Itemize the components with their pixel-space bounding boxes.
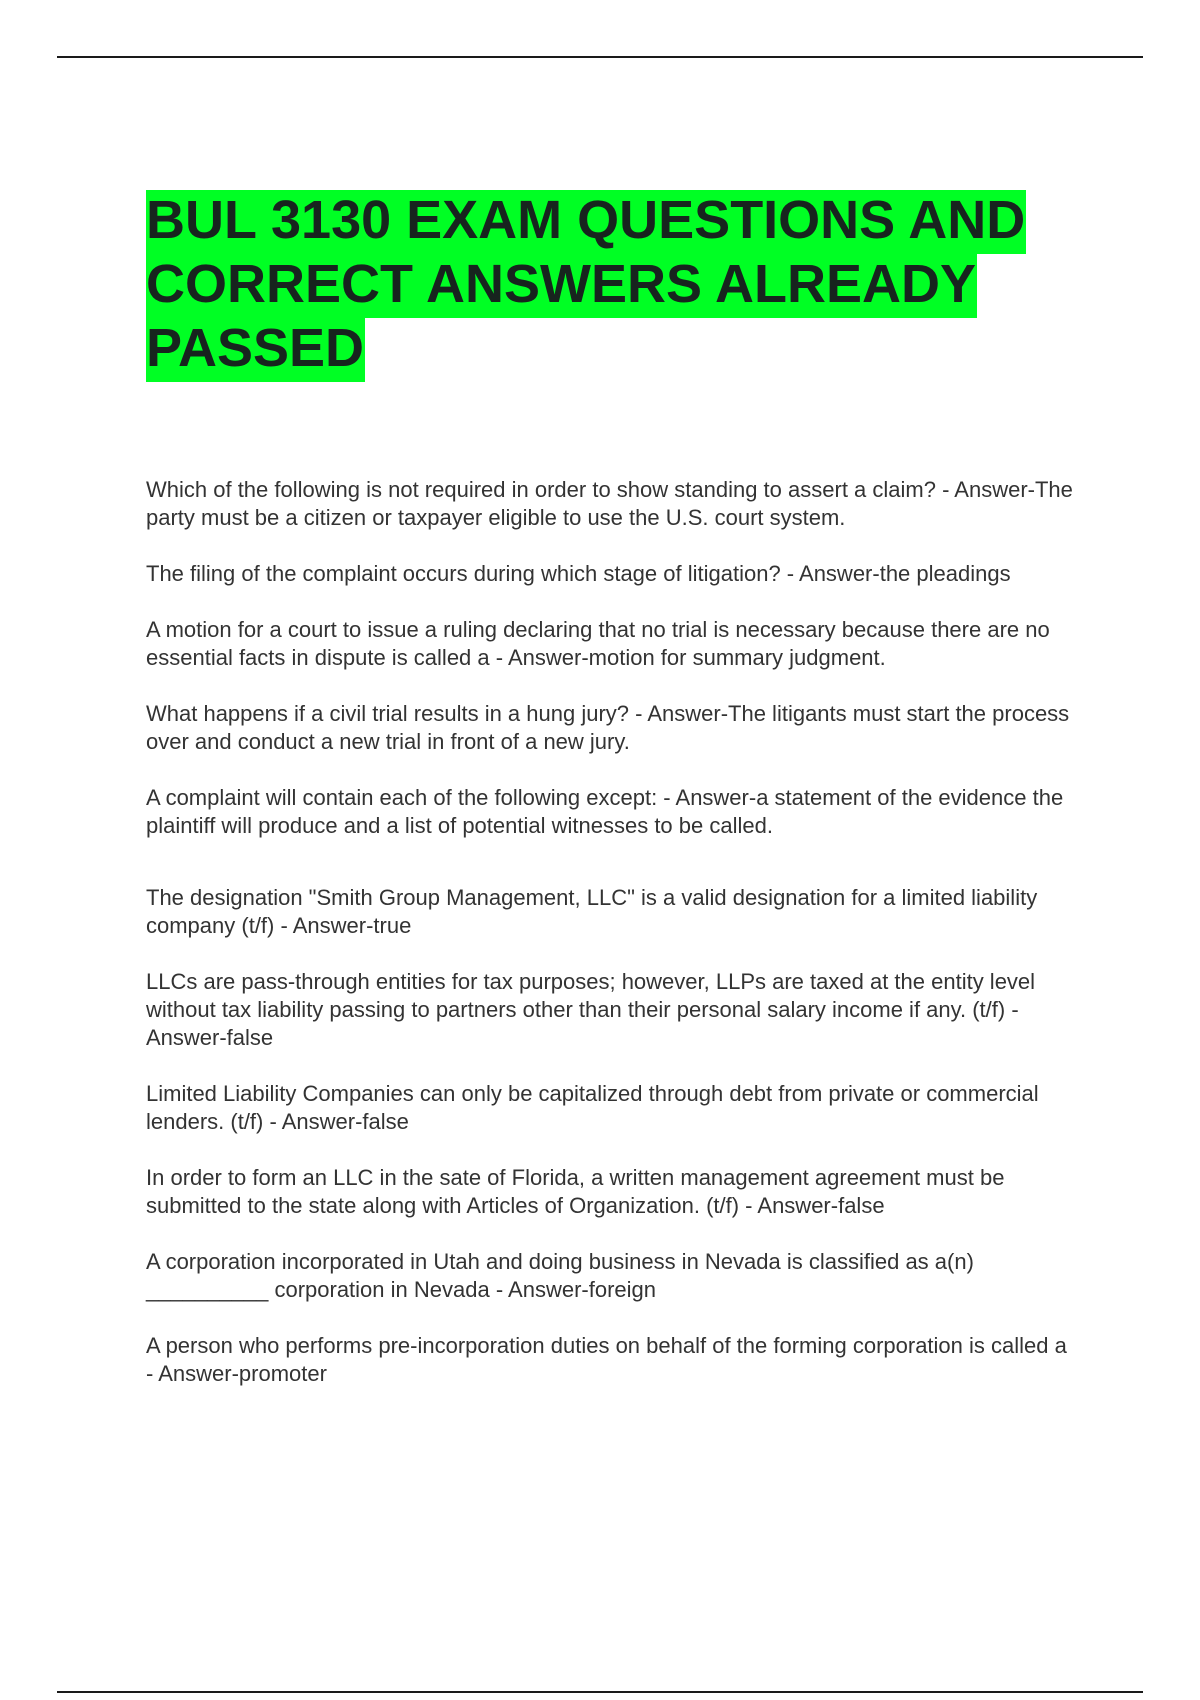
- title-line-3: PASSED: [146, 318, 365, 382]
- footer-rule: [57, 1691, 1143, 1693]
- document-title: [146, 188, 1076, 380]
- qa-item-4: What happens if a civil trial results in a hung jury? - Answer-The litigants must start the process over and conduct a new trial in front of a new jury.: [146, 701, 1070, 754]
- qa-item-1: Which of the following is not required in order to show standing to assert a claim? - Answer-The party must be a citizen or taxpayer eligible to use the U.S. court system.: [146, 477, 1073, 530]
- title-line-1: BUL 3130 EXAM QUESTIONS AND: [146, 190, 1026, 254]
- qa-item-3: A motion for a court to issue a ruling declaring that no trial is necessary because there are no essential facts in dispute is called a - Answer-motion for summary judgment.: [146, 617, 1050, 670]
- header-rule: [57, 56, 1143, 58]
- qa-item-9: In order to form an LLC in the sate of Florida, a written management agreement must be submitted to the state along with Articles of Organization. (t/f) - Answer-false: [146, 1165, 1005, 1218]
- qa-item-5: A complaint will contain each of the following except: - Answer-a statement of the evidence the plaintiff will produce and a list of potential witnesses to be called.: [146, 785, 1064, 838]
- title-line-2: CORRECT ANSWERS ALREADY: [146, 254, 977, 318]
- qa-list: [146, 476, 1076, 1416]
- qa-item-11: A person who performs pre-incorporation duties on behalf of the forming corporation is called a - Answer-promoter: [146, 1333, 1067, 1386]
- qa-item-2: The filing of the complaint occurs during which stage of litigation? - Answer-the pleadings: [146, 561, 1011, 586]
- qa-item-7: LLCs are pass-through entities for tax purposes; however, LLPs are taxed at the entity level without tax liability passing to partners other than their personal salary income if any. (t/f) - Answer-false: [146, 969, 1036, 1050]
- qa-item-10: A corporation incorporated in Utah and doing business in Nevada is classified as a(n) __________ corporation in Nevada - Answer-foreign: [146, 1249, 974, 1302]
- qa-item-6: The designation "Smith Group Management, LLC" is a valid designation for a limited liability company (t/f) - Answer-true: [146, 885, 1038, 938]
- qa-item-8: Limited Liability Companies can only be capitalized through debt from private or commercial lenders. (t/f) - Answer-false: [146, 1081, 1039, 1134]
